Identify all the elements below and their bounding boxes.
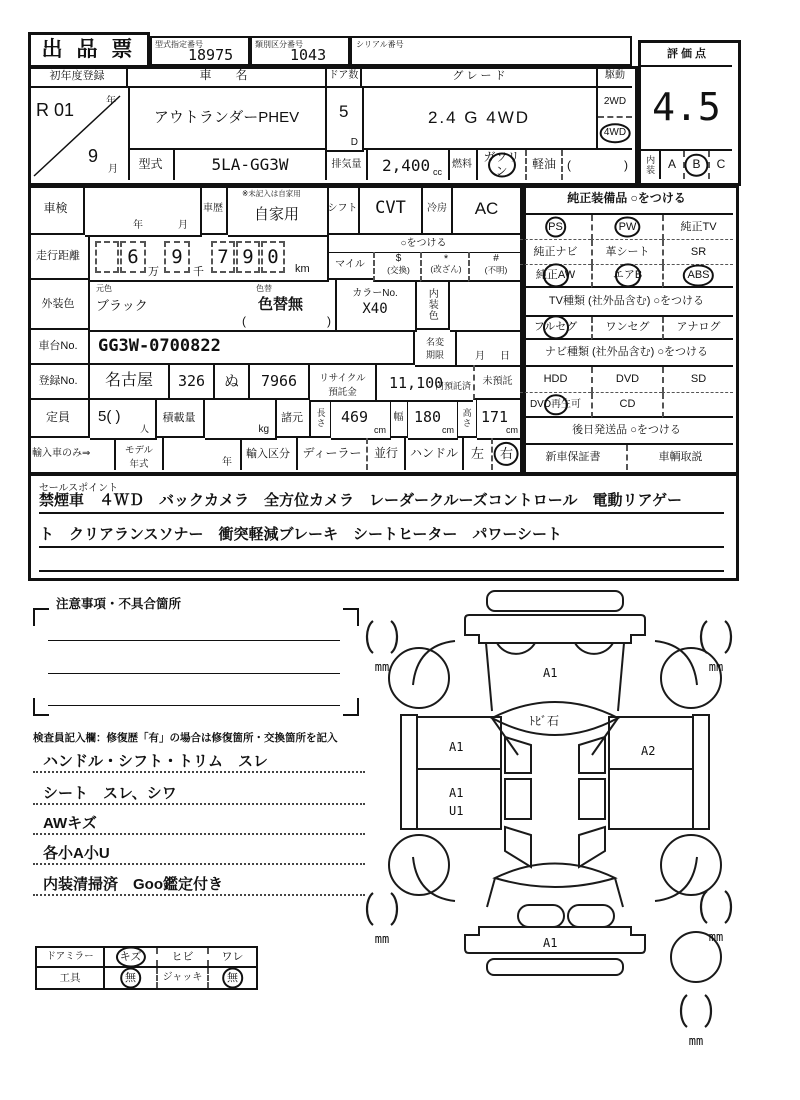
mileage-digit-2: 6 — [120, 241, 146, 273]
mm-label-tr: mm — [708, 660, 724, 674]
rating-box — [638, 40, 741, 186]
length-label: 長さ — [311, 400, 331, 438]
model-code-label: 型式指定番号 — [155, 40, 203, 49]
inspector-line-4: 各小A小U — [33, 845, 365, 865]
fuel-paren-close: ) — [624, 158, 628, 172]
capacity-cell — [90, 400, 157, 440]
shaken-label: 車検 — [28, 185, 85, 235]
height-value: 171 — [481, 408, 509, 426]
equip-tv: 純正TV — [662, 215, 733, 240]
chassis-value: GG3W-0700822 — [90, 330, 415, 365]
sales-box — [28, 472, 739, 581]
left-door-window — [505, 779, 531, 819]
rear-damage-label: A1 — [543, 936, 558, 950]
mileage-hash-mark: # — [493, 253, 499, 264]
mileage-unit: km — [295, 263, 310, 275]
first-reg-cell — [28, 88, 130, 180]
notes-bracket-bl — [33, 698, 49, 716]
color-change-value: 色替無 — [258, 296, 304, 313]
inspector-line-1: ハンドル・シフト・トリム スレ — [33, 753, 365, 773]
shift-label: シフト — [327, 185, 360, 235]
load-label: 積載量 — [155, 400, 205, 438]
first-reg-header: 初年度登録 — [28, 66, 128, 88]
mileage-digit-6: 0 — [261, 241, 285, 273]
mileage-sen: 千 — [193, 266, 204, 278]
mirror-tool-table — [35, 946, 258, 990]
recycle-l1: リサイクル — [319, 373, 366, 384]
inspector-line-5: 内装清掃済 Goo鑑定付き — [33, 876, 365, 896]
tool-label: 工具 — [37, 968, 105, 988]
roof-top-bar — [487, 591, 623, 611]
fuel-label: 燃料 — [448, 150, 478, 180]
height-label: 高さ — [457, 400, 477, 438]
hood-damage-label: A1 — [543, 666, 558, 680]
history-cell — [228, 185, 329, 237]
tool-none: 無 — [125, 971, 136, 984]
history-note: ※未記入は自家用 — [242, 189, 301, 198]
sales-line2: ト クリアランスソナー 衝突軽減ブレーキ シートヒーター パワーシート — [39, 524, 724, 548]
rename-date-cell — [455, 330, 520, 367]
width-value: 180 — [414, 408, 442, 426]
mileage-digit-4: 7 — [211, 241, 235, 273]
notes-label: 注意事項・不具合箇所 — [56, 597, 182, 611]
model-year-cell — [162, 438, 242, 470]
navi-dvd-play: DVD再生可 — [529, 398, 582, 410]
mm-label-tl: mm — [374, 660, 390, 674]
doors-header: ドア数 — [327, 66, 362, 88]
import-parallel: 並行 — [366, 438, 406, 470]
equip-navi: 純正ナビ — [520, 240, 591, 265]
bracket-bl-close — [391, 893, 397, 925]
notes-bracket-tl — [33, 608, 49, 626]
inspector-line-2: シート スレ、シワ — [33, 785, 365, 805]
headlight-left — [497, 643, 535, 654]
not-deposited: 未預託 — [473, 365, 520, 400]
first-reg-year-unit: 年 — [106, 96, 116, 107]
car-name-value: アウトランダーPHEV — [128, 88, 327, 150]
orig-color-label: 元色 — [96, 284, 112, 293]
history-value: 自家用 — [254, 206, 300, 223]
width-cell — [408, 400, 458, 440]
rear-window — [495, 864, 615, 888]
rear-garnish-right — [568, 905, 614, 927]
displacement-value: 2,400 — [382, 156, 431, 175]
serial-box — [350, 36, 632, 66]
right-sill — [693, 715, 709, 829]
navi-hdd: HDD — [520, 367, 591, 393]
fuel-gasoline: ガソリン — [478, 151, 525, 179]
rename-month: 月 — [475, 351, 485, 362]
model-value: 5LA-GG3W — [175, 150, 327, 180]
recycle-amount-suffix: 円預託済 — [434, 381, 471, 391]
color-change-label: 色替 — [256, 284, 272, 293]
plate-number: 7966 — [250, 365, 310, 400]
bracket-spare-open — [681, 995, 687, 1027]
equip-airbag: エアB — [612, 269, 643, 282]
model-code-box — [150, 36, 250, 66]
rename-limit-cell — [415, 330, 457, 367]
shift-value: CVT — [360, 185, 423, 235]
aircon-value: AC — [453, 185, 520, 235]
page-title: 出 品 票 — [28, 32, 150, 68]
class-code-box — [250, 36, 350, 66]
recycle-amount: 11,100 — [389, 374, 444, 392]
mirror-kizu: キズ — [119, 950, 142, 963]
inspector-label: 検査員記入欄：修復歴「有」の場合は修復箇所・交換箇所を記入 — [33, 732, 338, 744]
color-change-open: ( — [242, 314, 246, 328]
grade-value: 2.4 G 4WD — [362, 88, 598, 150]
spec-label: 諸元 — [275, 400, 311, 438]
tv-oneseg: ワンセグ — [591, 317, 662, 340]
first-reg-era: R 01 — [36, 100, 75, 120]
mileage-ast — [420, 252, 470, 282]
model-year-l1: モデル — [124, 445, 154, 456]
rename-l1: 名変 — [425, 337, 444, 347]
height-cell — [477, 400, 520, 440]
bracket-br-close — [725, 891, 731, 923]
fuel-paren-cell — [563, 150, 632, 180]
mileage-hash — [468, 252, 522, 282]
drive-header: 駆動 — [598, 66, 632, 88]
first-reg-month-unit: 月 — [108, 164, 118, 175]
right-rear-quarter — [579, 827, 605, 867]
plate-kana: ぬ — [215, 365, 250, 400]
hood-right-edge — [618, 643, 624, 711]
plate-label: 登録No. — [28, 365, 90, 400]
bracket-spare-close — [705, 995, 711, 1027]
left-door-damage-label-2: U1 — [449, 804, 464, 818]
handle-right: 右 — [499, 445, 513, 461]
equip-sr: SR — [662, 240, 733, 265]
rear-deck-left — [487, 878, 495, 907]
mileage-dollar-mark: $ — [395, 253, 402, 264]
car-diagram — [355, 575, 795, 1075]
color-no-label: カラーNo. — [352, 288, 398, 299]
equip-abs: ABS — [687, 269, 710, 282]
tv-analog: アナログ — [662, 317, 733, 340]
displacement-label: 排気量 — [327, 150, 368, 180]
load-unit: kg — [258, 424, 269, 435]
chassis-label: 車台No. — [28, 330, 90, 365]
int-color-cell — [450, 280, 520, 332]
tv-header: TV種類 (社外品含む) ○をつける — [520, 288, 733, 317]
bracket-tl-close — [391, 621, 397, 653]
serial-label: シリアル番号 — [356, 40, 404, 49]
ship-warranty: 新車保証書 — [545, 451, 601, 464]
width-unit: cm — [442, 425, 454, 435]
doors-cell — [327, 88, 364, 152]
sales-label: セールスポイント — [39, 483, 119, 494]
model-year-l2: 年式 — [129, 459, 149, 470]
right-door-damage-label: A2 — [641, 744, 656, 758]
navi-sd: SD — [662, 367, 733, 393]
windshield-damage-label: ﾄﾋﾞ石 — [529, 714, 560, 728]
mileage-ast-mark: * — [443, 253, 449, 265]
equip-ps: PS — [548, 220, 563, 233]
handle-label: ハンドル — [406, 438, 464, 470]
import-class-label: 輸入区分 — [240, 438, 298, 470]
sales-line1: 禁煙車 ４ＷＤ バックカメラ 全方位カメラ レーダークルーズコントロール 電動リアゲー — [39, 490, 724, 514]
equip-aw: 純正AW — [535, 269, 576, 282]
left-door-damage-label-1: A1 — [449, 786, 464, 800]
fuel-paren-open: ( — [567, 158, 571, 172]
load-cell — [205, 400, 277, 440]
mileage-label: 走行距離 — [28, 235, 90, 280]
recycle-l2: 預託金 — [328, 387, 357, 398]
notes-line-2 — [48, 651, 340, 674]
model-label: 型式 — [128, 150, 175, 180]
mileage-hash-sub: (不明) — [484, 265, 508, 275]
bracket-tr-close — [725, 621, 731, 653]
interior-label: 内装 — [641, 151, 661, 179]
rating-label: 評 価 点 — [641, 43, 732, 67]
fuel-diesel: 軽油 — [527, 150, 563, 180]
navi-blank — [662, 393, 733, 418]
hood-left-edge — [486, 643, 492, 711]
mileage-mile: マイル — [327, 252, 373, 280]
handle-left: 左 — [470, 445, 484, 461]
mileage-digit-3: 9 — [164, 241, 190, 273]
height-unit: cm — [506, 425, 518, 435]
doors-value: 5 — [339, 102, 349, 121]
rename-day: 日 — [500, 351, 510, 362]
rating-score: 4.5 — [652, 85, 721, 130]
navi-dvd: DVD — [591, 367, 662, 393]
length-unit: cm — [374, 425, 386, 435]
tv-fullseg: フルセグ — [533, 321, 578, 334]
drive-4wd: 4WD — [603, 127, 627, 139]
front-bumper — [465, 615, 645, 643]
bracket-tl-open — [367, 621, 373, 653]
class-code-value: 1043 — [290, 46, 327, 64]
right-door-panel — [609, 769, 693, 829]
mirror-label: ドアミラー — [37, 948, 105, 966]
bracket-tr-open — [701, 621, 707, 653]
rear-deck-right — [615, 878, 623, 907]
ext-color-cell — [90, 280, 337, 332]
mirror-hibi: ヒビ — [156, 948, 207, 966]
capacity-unit: 人 — [139, 424, 149, 434]
equip-pw: PW — [618, 220, 637, 233]
left-sill — [401, 715, 417, 829]
history-label: 車歴 — [200, 185, 228, 235]
notes-line-3 — [48, 683, 340, 706]
grade-header: グ レ ー ド — [362, 66, 598, 88]
import-label: 輸入車のみ⇒ — [28, 438, 116, 470]
aircon-label: 冷房 — [423, 185, 453, 235]
rename-l2: 期限 — [425, 350, 444, 360]
interior-c: C — [708, 151, 732, 179]
bracket-br-open — [701, 891, 707, 923]
displacement-cell — [368, 150, 450, 180]
rear-garnish-left — [518, 905, 564, 927]
car-name-header: 車 名 — [128, 66, 327, 88]
mileage-mark-header: ○をつける — [400, 238, 447, 250]
left-fender-damage-label: A1 — [449, 740, 464, 754]
plate-area: 名古屋 — [90, 365, 170, 400]
interior-a: A — [667, 157, 676, 172]
mileage-man: 万 — [148, 266, 159, 278]
displacement-unit: cc — [433, 167, 442, 177]
mm-label-spare: mm — [688, 1034, 704, 1048]
shaken-month-unit: 月 — [178, 220, 188, 231]
equip-header: 純正装備品 ○をつける — [520, 185, 733, 215]
interior-b: B — [692, 157, 701, 172]
color-no-cell — [335, 280, 417, 332]
mileage-dollar-sub: (交換) — [387, 265, 410, 275]
rear-bottom-bar — [487, 959, 623, 975]
tire-front-left — [389, 648, 449, 708]
inspector-line-3: AWキズ — [33, 815, 365, 835]
ship-header: 後日発送品 ○をつける — [520, 418, 733, 445]
mileage-digit-5: 9 — [236, 241, 260, 273]
doors-sub: D — [350, 137, 358, 148]
tire-rear-left — [389, 835, 449, 895]
tire-front-right — [661, 648, 724, 708]
mirror-ware: ワレ — [207, 948, 256, 966]
capacity-label: 定員 — [28, 400, 90, 438]
mileage-digit-1 — [95, 241, 119, 273]
tool-jack: ジャッキ — [156, 968, 207, 988]
model-year-label — [116, 438, 164, 470]
headlight-right — [575, 643, 613, 654]
notes-line-1 — [48, 618, 340, 641]
orig-color-value: ブラック — [96, 298, 148, 313]
color-no-value: X40 — [362, 301, 388, 317]
int-color-label: 内装色 — [415, 280, 450, 330]
jack-none: 無 — [227, 971, 238, 984]
left-rear-quarter — [505, 827, 531, 867]
navi-cd: CD — [591, 393, 662, 418]
first-reg-month: 9 — [88, 146, 99, 166]
mm-label-br: mm — [708, 930, 724, 944]
equip-leather: 革シート — [591, 240, 662, 265]
color-change-close: ) — [327, 314, 331, 328]
sales-line3 — [39, 556, 724, 572]
mileage-dollar — [373, 252, 422, 282]
navi-header: ナビ種類 (社外品含む) ○をつける — [520, 340, 733, 367]
right-door-window — [579, 779, 605, 819]
length-value: 469 — [341, 408, 369, 426]
import-dealer: ディーラー — [302, 446, 362, 461]
capacity-value: 5( ) — [98, 408, 121, 425]
plate-class: 326 — [170, 365, 215, 400]
bracket-bl-open — [367, 893, 373, 925]
class-code-label: 類別区分番号 — [255, 40, 303, 49]
recycle-amount-cell — [375, 365, 473, 402]
shaken-cell — [85, 185, 202, 237]
length-cell — [331, 400, 391, 440]
ship-manual: 車輌取説 — [626, 445, 733, 470]
recycle-label-cell — [310, 365, 377, 402]
tire-rear-right — [661, 835, 721, 895]
drive-2wd: 2WD — [598, 88, 632, 118]
mm-label-bl: mm — [374, 932, 390, 946]
mileage-ast-sub: (改ざん) — [430, 264, 462, 274]
right-fender-panel — [609, 717, 693, 769]
model-year-unit: 年 — [222, 457, 232, 468]
model-code-value: 18975 — [188, 46, 234, 64]
shaken-year-unit: 年 — [133, 220, 143, 231]
width-label: 幅 — [390, 400, 408, 438]
ext-color-label: 外装色 — [28, 280, 90, 330]
